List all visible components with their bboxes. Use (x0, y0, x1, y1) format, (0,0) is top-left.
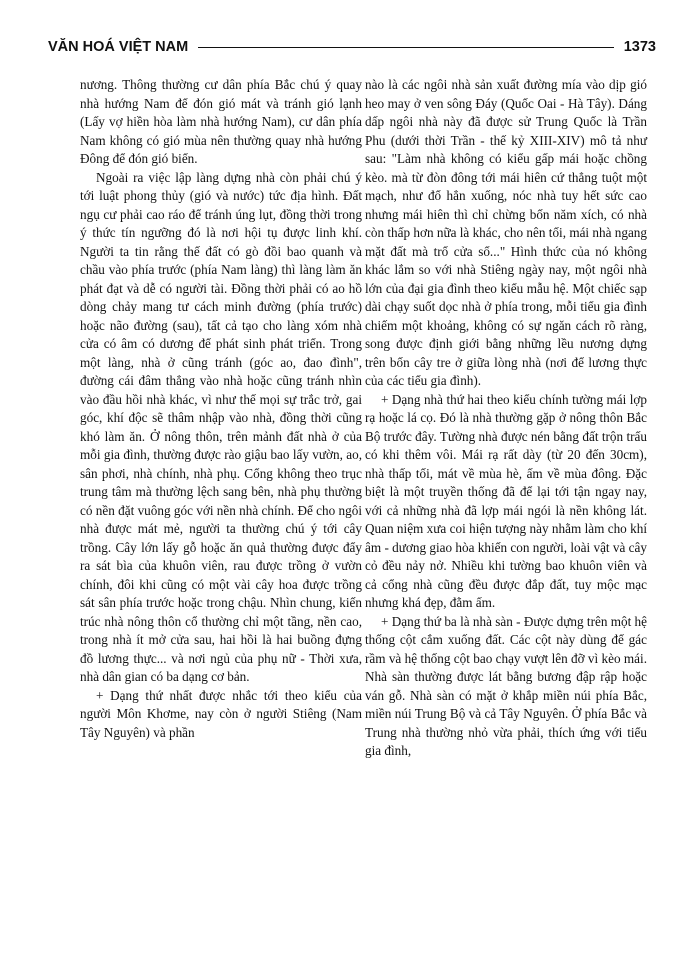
right-column (365, 76, 647, 761)
paragraph: + Dạng nhà thứ hai theo kiểu chính tường mái lợp rạ hoặc lá cọ. Đó là nhà thường gặp ở nông thôn Bắc Bộ trước đây. Tường nhà được nén bằng đất trộn trấu có khi thêm vôi. Mái rạ rất dày (từ 20 đến 30cm), nhà thấp tối, mát về mùa hè, ấm về mùa đông. Đặc biệt là một truyền thống đã để lại tới tận ngay nay, với cả những nhà đã lợp mái ngói là nền không lát. Quan niệm xưa coi hiện tượng này nhằm làm cho khí âm - dương giao hòa khiến con người, loài vật và cây cỏ đều nảy nở. Nhiều khi tường bao khuôn viên và cả cổng nhà cũng đều được đắp đất, tuy mộc mạc nhưng khá đẹp, đằm ấm. (365, 391, 647, 610)
page-number: 1373 (623, 39, 656, 55)
paragraph: + Dạng thứ nhất được nhắc tới theo kiểu của người Môn Khơme, nay còn ở người Stiêng (Nam Tây Nguyên) và phần (80, 687, 362, 740)
running-head-title: VĂN HOÁ VIỆT NAM (48, 39, 189, 55)
paragraph: + Dạng thứ ba là nhà sàn - Được dựng trên một hệ thống cột cắm xuống đất. Các cột này dùng để gác rầm và hệ thống cột bao chạy vượt lên đỡ vì kèo mái. Nhà sàn thường được lát bằng bương đập rập hoặc ván gỗ. Nhà sàn có mặt ở khắp miền núi phía Bắc, miền núi Trung Bộ và cả Tây Nguyên. Ở phía Bắc và Trung nhà thường nhỏ vừa phải, thích ứng với tiểu gia đình, (365, 613, 647, 758)
running-head (48, 36, 656, 58)
paragraph: Ngoài ra việc lập làng dựng nhà còn phải chú ý tới luật phong thủy (gió và nước) tức địa hình. Đất ngụ cư phải cao ráo để tránh úng lụt, đồng thời trong ý thức tín ngưỡng đó là nơi hội tụ được linh khí. Người ta tin rằng thế đất có gò đồi bao quanh và chầu vào phía trước (phía Nam làng) thì làng làm ăn phát đạt và dễ có người tài. Đồng thời phải có ao hồ dòng chảy mang tư cách minh đường (phía trước) hoặc não đường (sau), tất cả tạo cho làng xóm nhà cửa có âm có dương để phát sinh phát triển. Trong một làng, nhà ở cũng tránh (góc ao, đao đình", đường cái đâm thẳng vào nhà hoặc cũng tránh nhìn vào đầu hồi nhà khác, vì như thế mọi sự trắc trở, gai góc, khí độc sẽ thâm nhập vào nhà, đồng thời cũng khó làm ăn. Ở nông thôn, trên mảnh đất nhà ở của mỗi gia đình, thường được rào giậu bao lấy vườn, ao, sân phơi, nhà chính, nhà phụ. Cổng không theo trục trung tâm mà thường lệch sang bên, nhà phụ thường có nền đặt vuông góc với nền nhà chính. Để cho ngôi nhà được mát mẻ, người ta thường chú ý tới cây trồng. Cây lớn lấy gỗ hoặc ăn quả thường được đẩy ra sát bìa của khuôn viên, rau được trồng ở vườn chính, đôi khi cũng có một vài cây hoa được trồng sát sân phía trước hoặc trong chậu. Nhìn chung, kiến trúc nhà nông thôn cổ thường chỉ một tầng, nền cao, trong nhà ít mở cửa sau, hai hồi là hai buồng đựng đồ lương thực... và nơi ngủ của phụ nữ - Thời xưa, nhà dân gian có ba dạng cơ bản. (80, 169, 362, 684)
paragraph: nương. Thông thường cư dân phía Bắc chú ý quay nhà hướng Nam để đón gió mát và tránh gió lạnh (Lấy vợ hiền hòa làm nhà hướng Nam), cư dân phía Nam không có gió mùa nên thường quay nhà hướng Đông để đón gió biển. (80, 77, 362, 166)
header-rule (198, 47, 614, 48)
left-column (80, 76, 362, 742)
paragraph: nào là các ngôi nhà sản xuất đường mía vào dịp gió heo may ở ven sông Đáy (Quốc Oai - Hà Tây). Dáng dấp ngôi nhà này đã được sử Trung Quốc là Trần Phu (dưới thời Trần - thế kỷ XIII-XIV) mô tả như sau: "Làm nhà không có kiểu gấp mái hoặc chồng kèo. mà từ đòn đông tới mái hiên cứ thẳng tuột một mạch, như đổ hẳn xuống, nóc nhà tuy hết sức cao nhưng mái hiên thì chỉ chừng bốn năm xích, có nhà còn thấp hơn nữa là khác, cho nên tối, mái nhà ngang mặt đất mà trổ cửa sổ..." Hình thức của nó không khác lắm so với nhà Stiêng ngày nay, một ngôi nhà lớn của đại gia đình theo kiểu mẫu hệ. Một chiếc sạp dài chạy suốt dọc nhà ở phía trong, mỗi tiểu gia đình chiếm một khoảng, không có sự ngăn cách rõ ràng, song được định giới bằng những lều nương dựng trên bốn cây tre ở giữa lòng nhà (nơi để lương thực của các tiểu gia đình). (365, 77, 647, 388)
